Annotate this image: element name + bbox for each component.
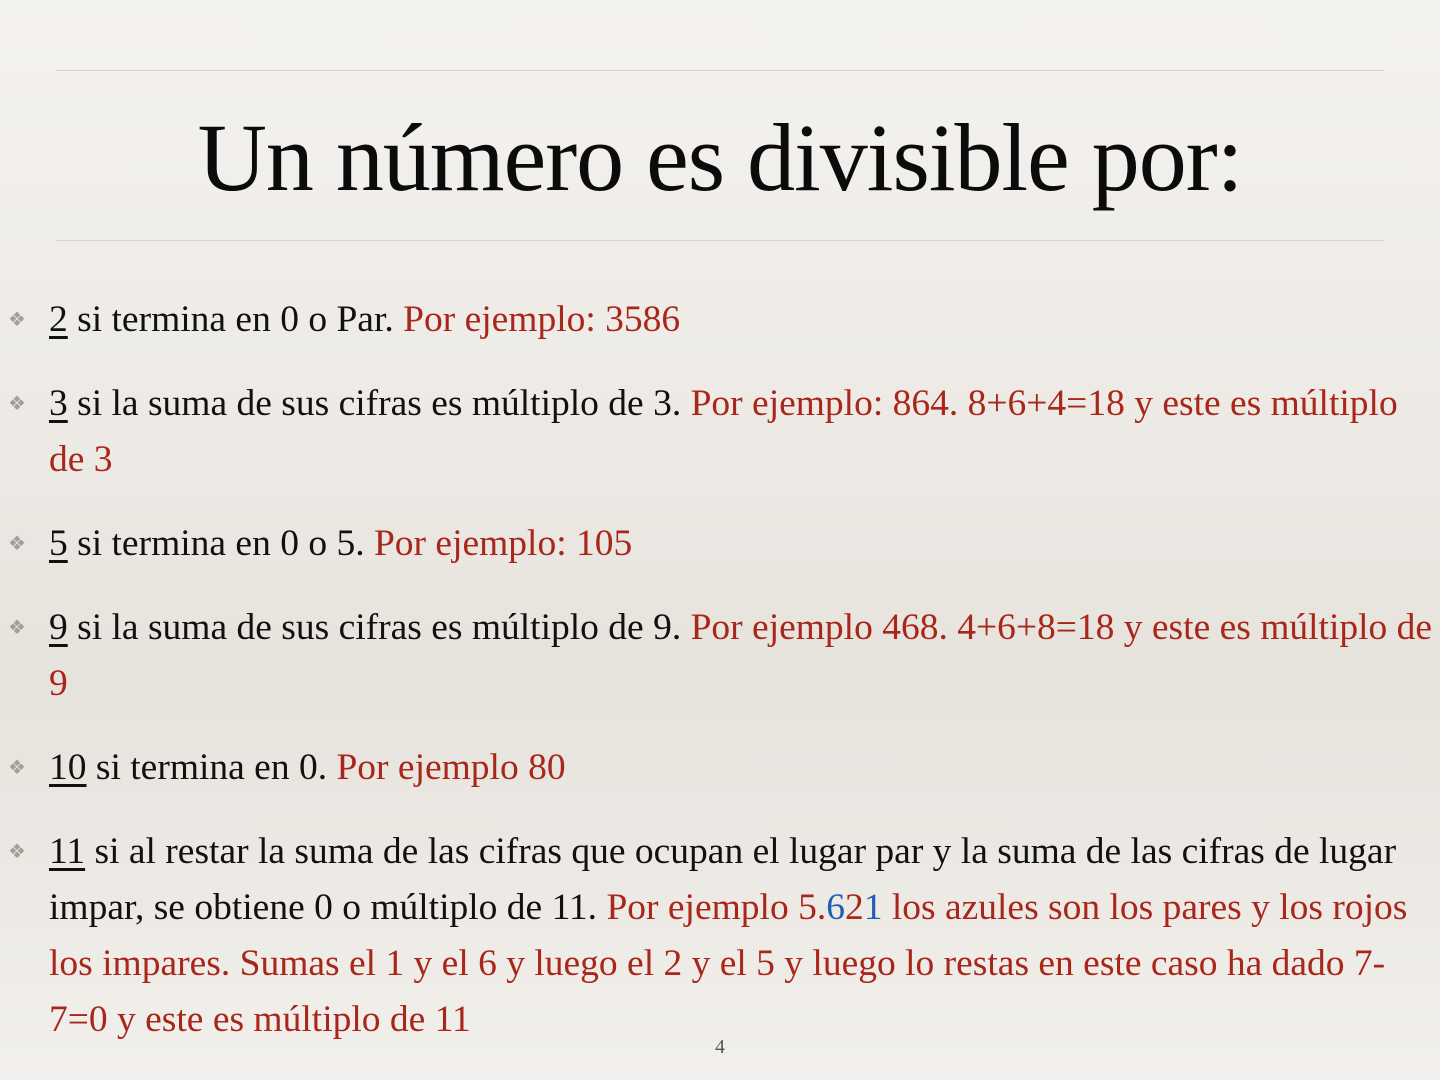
slide-title: Un número es divisible por: (197, 104, 1243, 211)
bullet-diamond-icon: ❖ (8, 309, 26, 331)
rule-description: si la suma de sus cifras es múltiplo de 3. (67, 383, 691, 424)
rule-description: si la suma de sus cifras es múltiplo de 9. (67, 607, 691, 648)
rule-text (49, 600, 1434, 712)
rule-text (49, 740, 1434, 796)
bullet-diamond-icon: ❖ (8, 393, 26, 415)
divisor-number: 11 (49, 831, 86, 872)
title-top-rule (56, 70, 1384, 71)
divisor-number: 2 (49, 299, 68, 340)
divisor-number: 5 (49, 523, 68, 564)
rule-description: si termina en 0 o Par. (67, 299, 404, 340)
divisor-number: 9 (49, 607, 68, 648)
rule-example: Por ejemplo 80 (336, 747, 566, 788)
rule-text (49, 292, 1434, 348)
bullet-diamond-icon: ❖ (8, 533, 26, 555)
rule-example: Por ejemplo 468. 4+6+8=18 y este es múltiplo de 9 (49, 607, 1433, 704)
divisor-number: 3 (49, 383, 68, 424)
rule-text (49, 376, 1434, 488)
odd-digit-2: 2 (844, 887, 864, 928)
rule-description: si termina en 0 o 5. (67, 523, 374, 564)
rule-example: Por ejemplo: 864. 8+6+4=18 y este es múltiplo de 3 (49, 383, 1398, 480)
even-digit-6: 6 (826, 887, 845, 928)
rule-text (49, 516, 1434, 572)
example-lead: Por ejemplo 5. (606, 887, 827, 928)
rule-text (49, 824, 1434, 1048)
bullet-diamond-icon: ❖ (8, 841, 26, 863)
page-number: 4 (715, 1036, 725, 1058)
even-digit-1: 1 (863, 887, 883, 928)
bullet-diamond-icon: ❖ (8, 757, 26, 779)
bullet-diamond-icon: ❖ (8, 617, 26, 639)
title-bottom-rule (56, 240, 1384, 241)
rule-example: Por ejemplo: 105 (373, 523, 633, 564)
divisor-number: 10 (49, 747, 87, 788)
rule-description: si al restar la suma de las cifras que ocupan el lugar par y la suma de las cifras de lugar impar, se obtiene 0 o múltiplo de 11. (49, 831, 1397, 928)
rule-example: Por ejemplo: 3586 (403, 299, 681, 340)
rule-description: si termina en 0. (86, 747, 337, 788)
example-explanation: los azules son los pares y los rojos los impares. Sumas el 1 y el 6 y luego el 2 y el 5 y luego lo restas en este caso ha dado 7-7=0 y este es múltiplo de 11 (49, 887, 1408, 1040)
